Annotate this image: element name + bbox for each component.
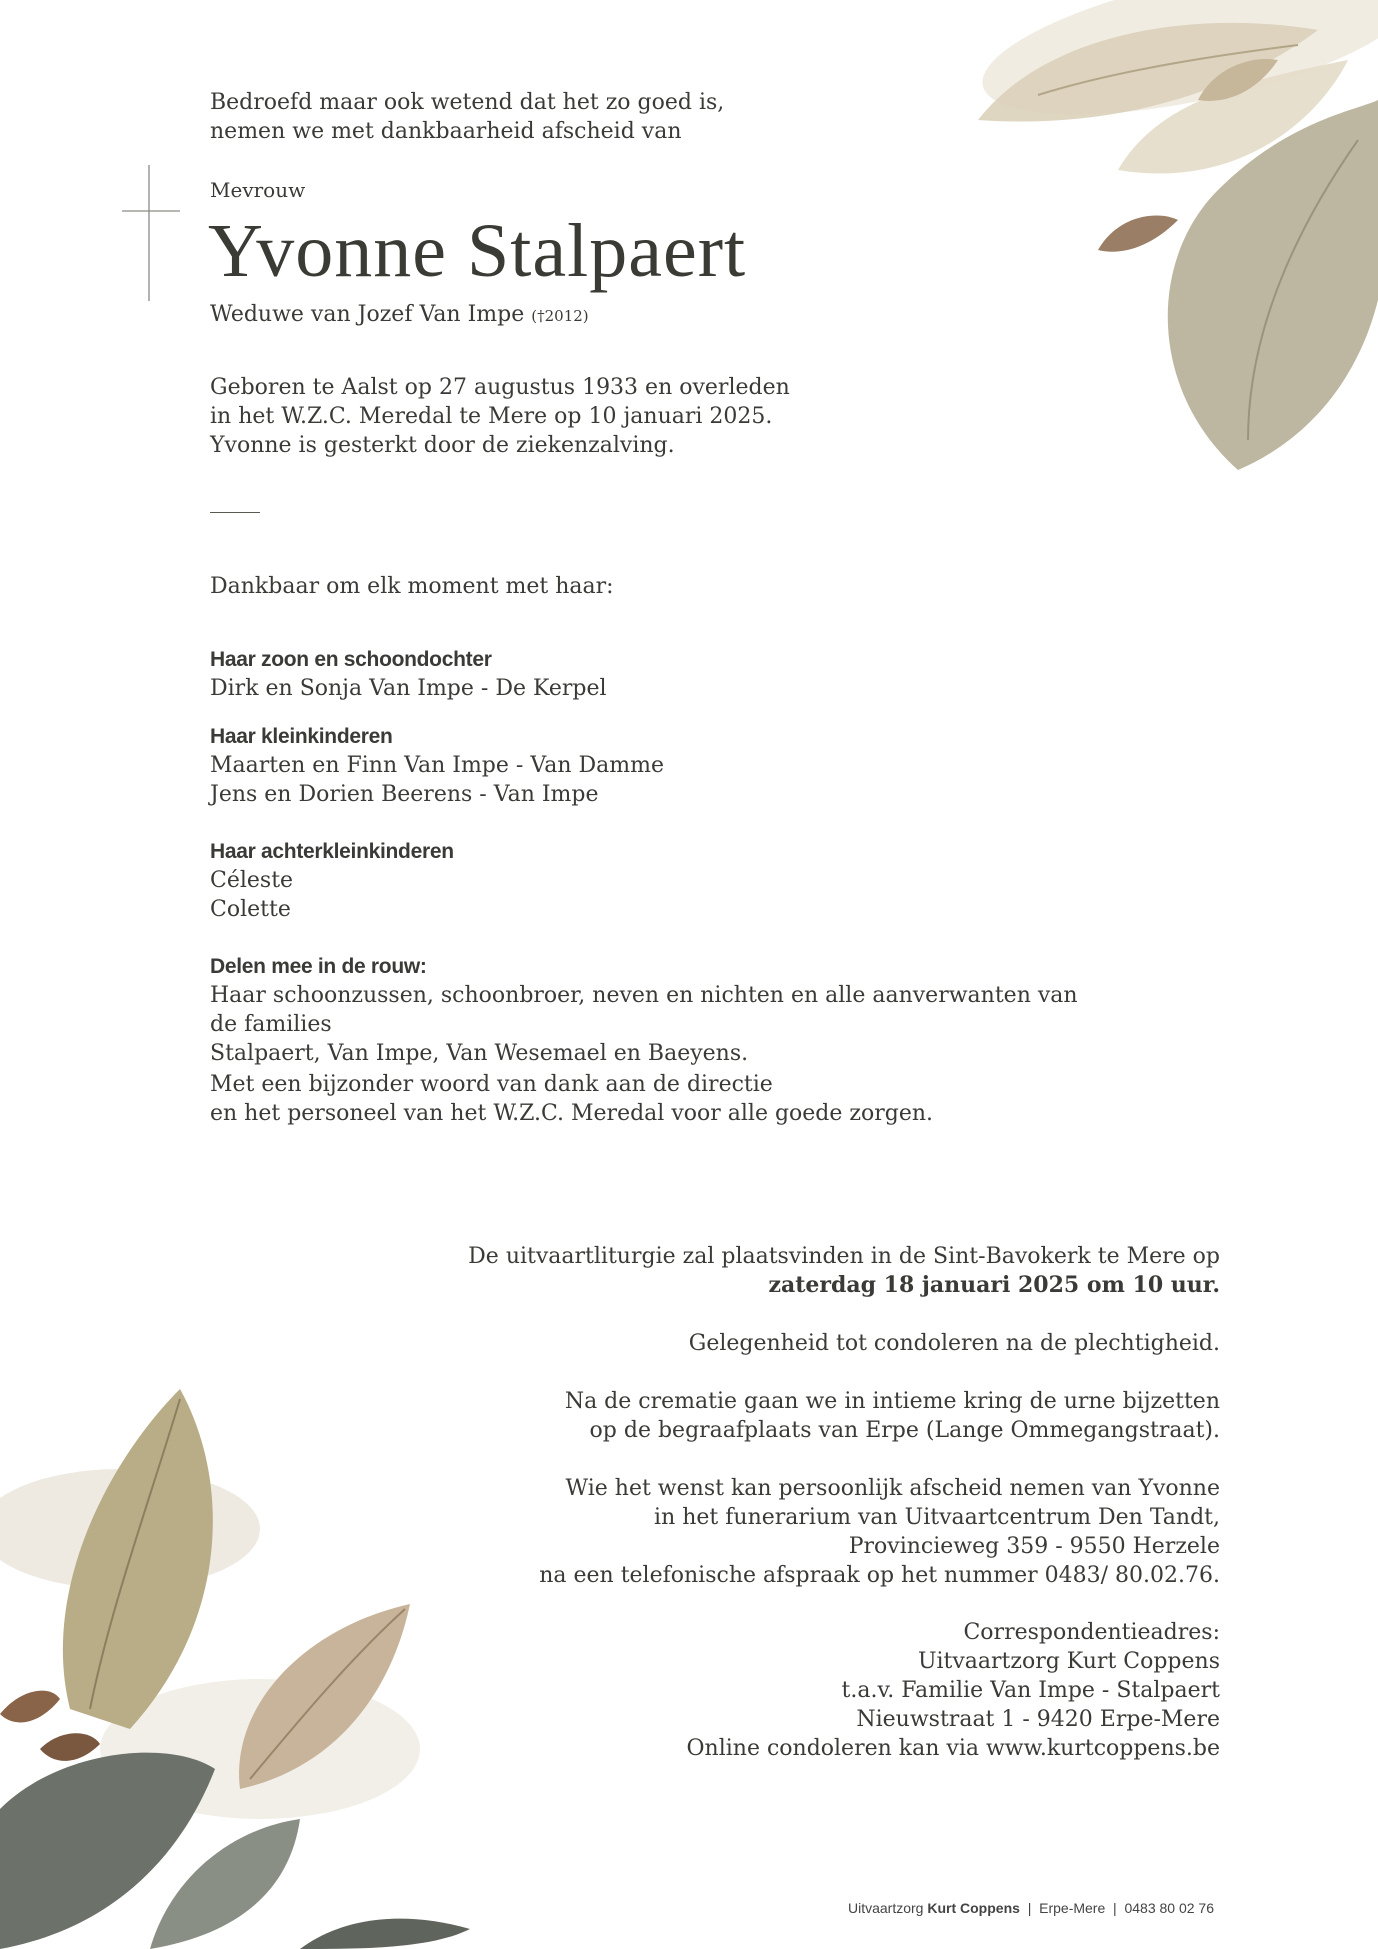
condolence-info: Gelegenheid tot condoleren na de plechtigheid. [688, 1331, 1220, 1356]
footer-place: Erpe-Mere [1039, 1900, 1106, 1916]
biography [210, 373, 1110, 460]
ceremony-line-1: De uitvaartliturgie zal plaatsvinden in de Sint-Bavokerk te Mere op [468, 1244, 1220, 1269]
correspondence-line-1: Correspondentieadres: [963, 1620, 1220, 1645]
great-grandchildren-line-2: Colette [210, 897, 291, 922]
family-mourners [210, 952, 1110, 1068]
great-grandchildren-line-1: Céleste [210, 868, 294, 893]
ceremony-date: zaterdag 18 januari 2025 om 10 uur. [768, 1272, 1220, 1298]
visit-line-1: Wie het wenst kan persoonlijk afscheid nemen van Yvonne [565, 1476, 1220, 1501]
intro-text [210, 88, 1110, 146]
bio-line-1: Geboren te Aalst op 27 augustus 1933 en overleden [210, 375, 790, 400]
correspondence-line-3: t.a.v. Familie Van Impe - Stalpaert [841, 1678, 1220, 1703]
bio-line-2: in het W.Z.C. Meredal te Mere op 10 januari 2025. [210, 404, 773, 429]
family-son [210, 645, 1110, 703]
great-grandchildren-heading: Haar achterkleinkinderen [210, 840, 454, 863]
mourners-heading: Delen mee in de rouw: [210, 955, 427, 978]
grandchildren-heading: Haar kleinkinderen [210, 725, 393, 748]
urn-line-2: op de begraafplaats van Erpe (Lange Ommegangstraat). [589, 1418, 1220, 1443]
correspondence-line-5: Online condoleren kan via www.kurtcoppens.be [686, 1736, 1220, 1761]
footer-prefix: Uitvaartzorg [848, 1900, 924, 1916]
family-great-grandchildren [210, 837, 1110, 924]
cross-icon [122, 165, 180, 301]
visit-info [460, 1474, 1220, 1590]
thanks-intro: Dankbaar om elk moment met haar: [210, 574, 614, 599]
deceased-name: Yvonne Stalpaert [208, 209, 747, 293]
correspondence-info [460, 1618, 1220, 1763]
visit-line-3: Provincieweg 359 - 9550 Herzele [848, 1534, 1220, 1559]
gratitude-line-2: en het personeel van het W.Z.C. Meredal voor alle goede zorgen. [210, 1101, 934, 1126]
urn-line-1: Na de crematie gaan we in intieme kring de urne bijzetten [564, 1389, 1220, 1414]
mourners-line-1: Haar schoonzussen, schoonbroer, neven en nichten en alle aanverwanten van de families [210, 983, 1078, 1037]
family-grandchildren [210, 722, 1110, 809]
grandchildren-line-1: Maarten en Finn Van Impe - Van Damme [210, 753, 664, 778]
spouse-death-year: (†2012) [531, 307, 589, 325]
visit-line-2: in het funerarium van Uitvaartcentrum Den Tandt, [654, 1505, 1220, 1530]
correspondence-line-4: Nieuwstraat 1 - 9420 Erpe-Mere [856, 1707, 1220, 1732]
son-line: Dirk en Sonja Van Impe - De Kerpel [210, 676, 607, 701]
intro-line-2: nemen we met dankbaarheid afscheid van [210, 119, 682, 144]
footer-separator: | [1027, 1900, 1032, 1916]
divider [210, 512, 260, 513]
footer-brand: Kurt Coppens [927, 1900, 1020, 1916]
footer-separator: | [1113, 1900, 1117, 1916]
spouse-line [210, 302, 589, 327]
visit-line-4: na een telefonische afspraak op het nummer 0483/ 80.02.76. [539, 1563, 1220, 1588]
correspondence-line-2: Uitvaartzorg Kurt Coppens [917, 1649, 1220, 1674]
gratitude [210, 1070, 1110, 1128]
urn-info [460, 1387, 1220, 1445]
intro-line-1: Bedroefd maar ook wetend dat het zo goed is, [210, 90, 725, 115]
ceremony-info [460, 1242, 1220, 1300]
footer-phone: 0483 80 02 76 [1124, 1900, 1214, 1916]
footer [848, 1900, 1214, 1916]
bio-line-3: Yvonne is gesterkt door de ziekenzalving. [210, 433, 675, 458]
son-heading: Haar zoon en schoondochter [210, 648, 492, 671]
spouse-text: Weduwe van Jozef Van Impe [210, 302, 525, 327]
salutation: Mevrouw [210, 178, 306, 202]
gratitude-line-1: Met een bijzonder woord van dank aan de directie [210, 1072, 773, 1097]
grandchildren-line-2: Jens en Dorien Beerens - Van Impe [210, 782, 599, 807]
mourners-line-2: Stalpaert, Van Impe, Van Wesemael en Baeyens. [210, 1041, 749, 1066]
